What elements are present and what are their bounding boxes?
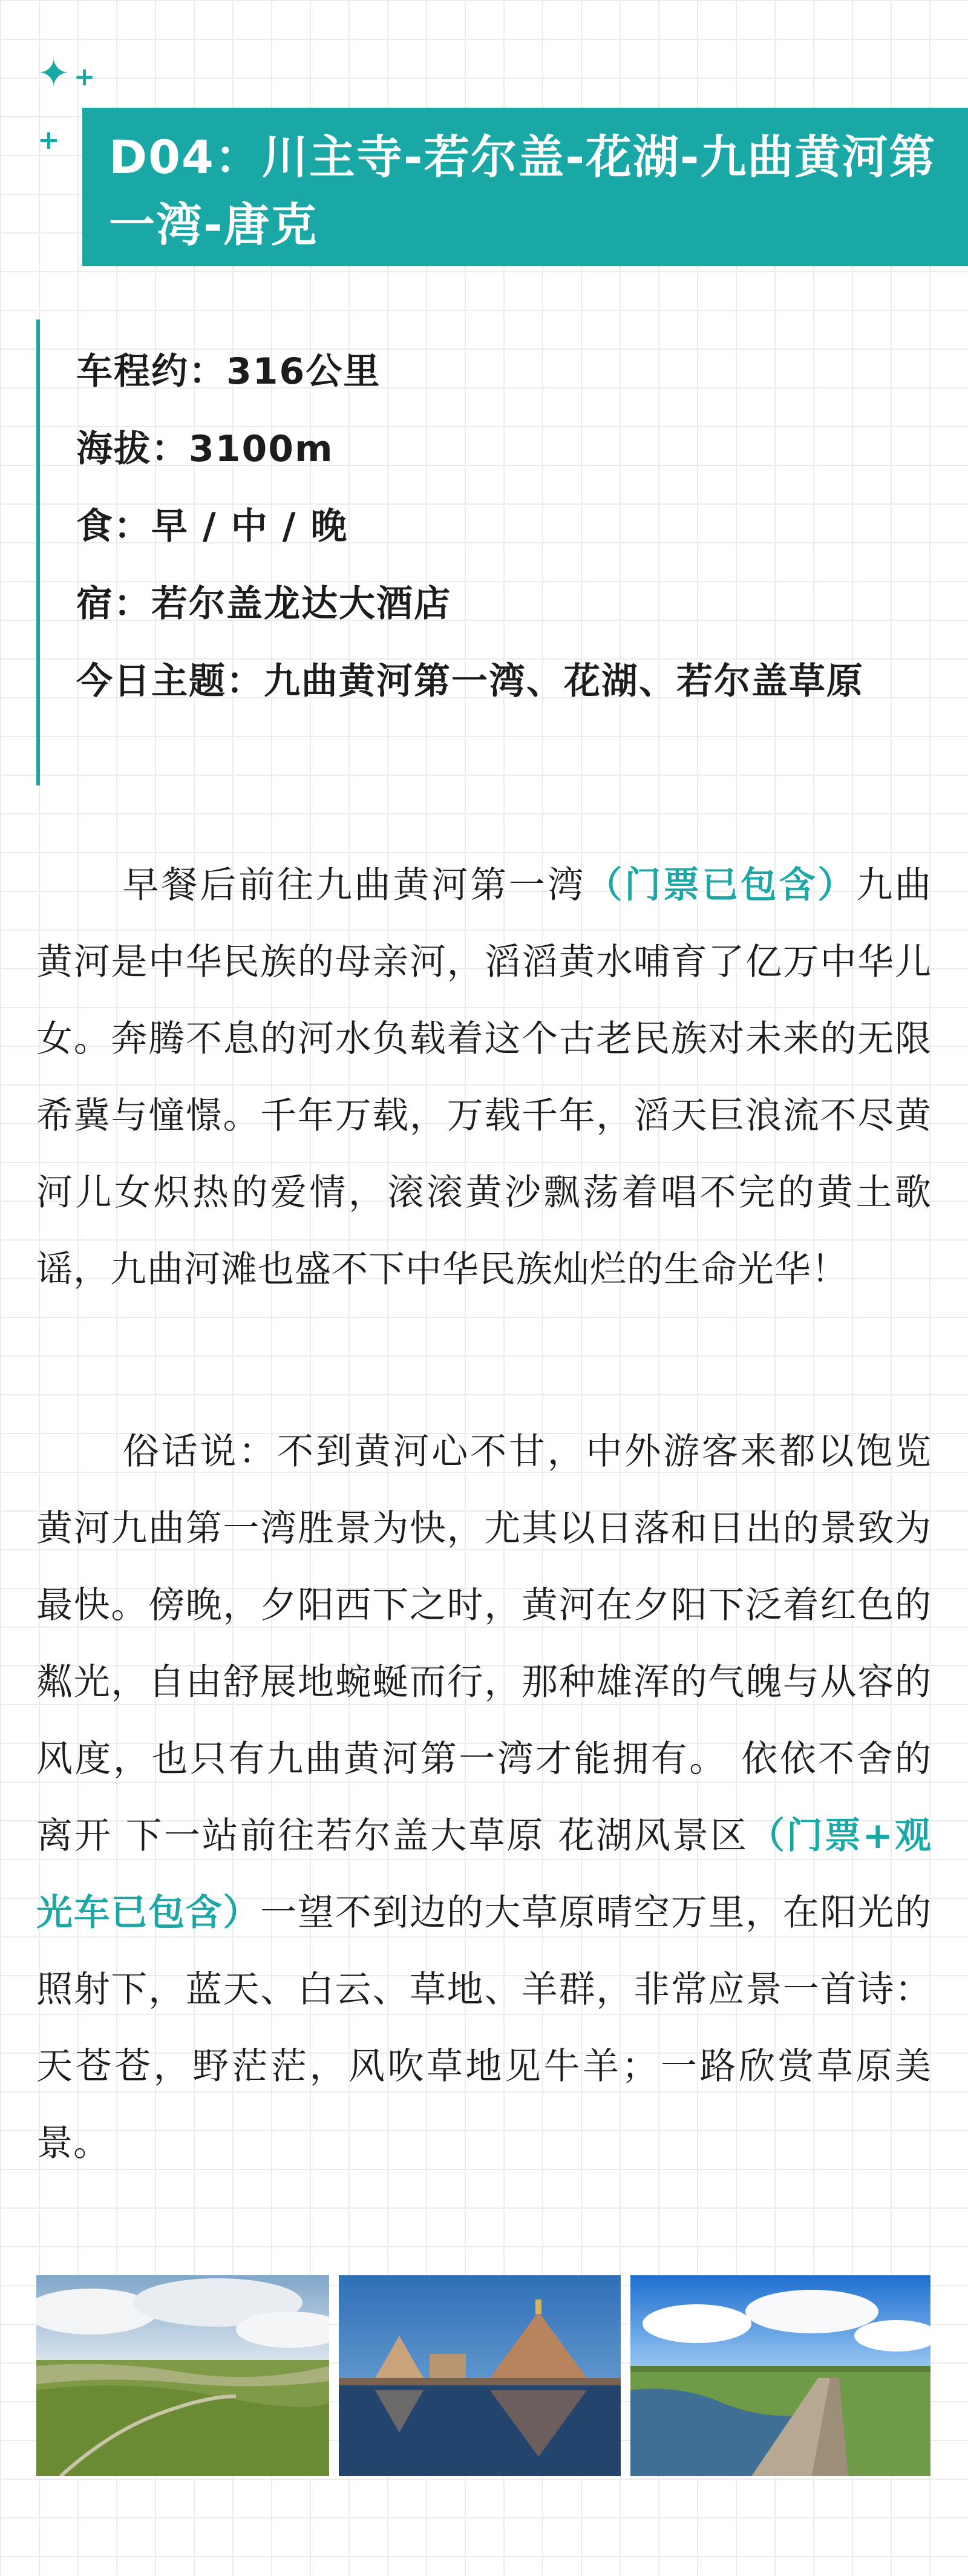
paragraph-flower-lake — [36, 1414, 932, 2182]
trip-info-box — [36, 320, 944, 785]
hotel-info: 宿：若尔盖龙达大酒店 — [76, 583, 451, 625]
day-title-banner — [82, 108, 968, 266]
photo-monastery-reflection — [339, 2275, 621, 2476]
paragraph-body: 一望不到边的大草原晴空万里，在阳光的照射下，蓝天、白云、草地、羊群，非常应景一首诗：天苍苍，野茫茫，风吹草地见牛羊；一路欣赏草原美景。 — [36, 1892, 932, 2165]
paragraph-lead: 早餐后前往九曲黄河第一湾 — [121, 864, 586, 906]
sparkle-icon: ✦ — [38, 51, 70, 96]
photo-yellow-river-bend — [36, 2275, 329, 2476]
altitude-info: 海拔：3100m — [76, 428, 334, 470]
plus-icon: + — [38, 125, 60, 156]
meals-info: 食：早 / 中 / 晚 — [76, 505, 348, 548]
paragraph-yellow-river — [36, 847, 932, 1308]
plus-icon: + — [74, 62, 96, 91]
theme-info: 今日主题：九曲黄河第一湾、花湖、若尔盖草原 — [76, 660, 864, 703]
distance-info: 车程约：316公里 — [76, 350, 381, 393]
ticket-bus-included-note: （门票+观光车已包含） — [36, 1815, 932, 1934]
day-title: D04：川主寺-若尔盖-花湖-九曲黄河第一湾-唐克 — [109, 130, 937, 252]
photo-flower-lake-boardwalk — [630, 2275, 930, 2476]
ticket-included-note: （门票已包含） — [586, 864, 857, 906]
paragraph-body: 九曲黄河是中华民族的母亲河，滔滔黄水哺育了亿万中华儿女。奔腾不息的河水负载着这个古老民族对未来的无限希冀与憧憬。千年万载，万载千年，滔天巨浪流不尽黄河儿女炽热的爱情，滚滚黄沙飘荡着唱不完的黄土歌谣，九曲河滩也盛不下中华民族灿烂的生命光华！ — [36, 864, 932, 1291]
paragraph-lead: 俗话说：不到黄河心不甘，中外游客来都以饱览黄河九曲第一湾胜景为快，尤其以日落和日出的景致为最快。傍晚，夕阳西下之时，黄河在夕阳下泛着红色的粼光，自由舒展地蜿蜒而行，那种雄浑的气魄与从容的风度，也只有九曲黄河第一湾才能拥有。 依依不舍的离开 下一站前往若尔盖大草原 花湖风景区 — [36, 1431, 932, 1857]
